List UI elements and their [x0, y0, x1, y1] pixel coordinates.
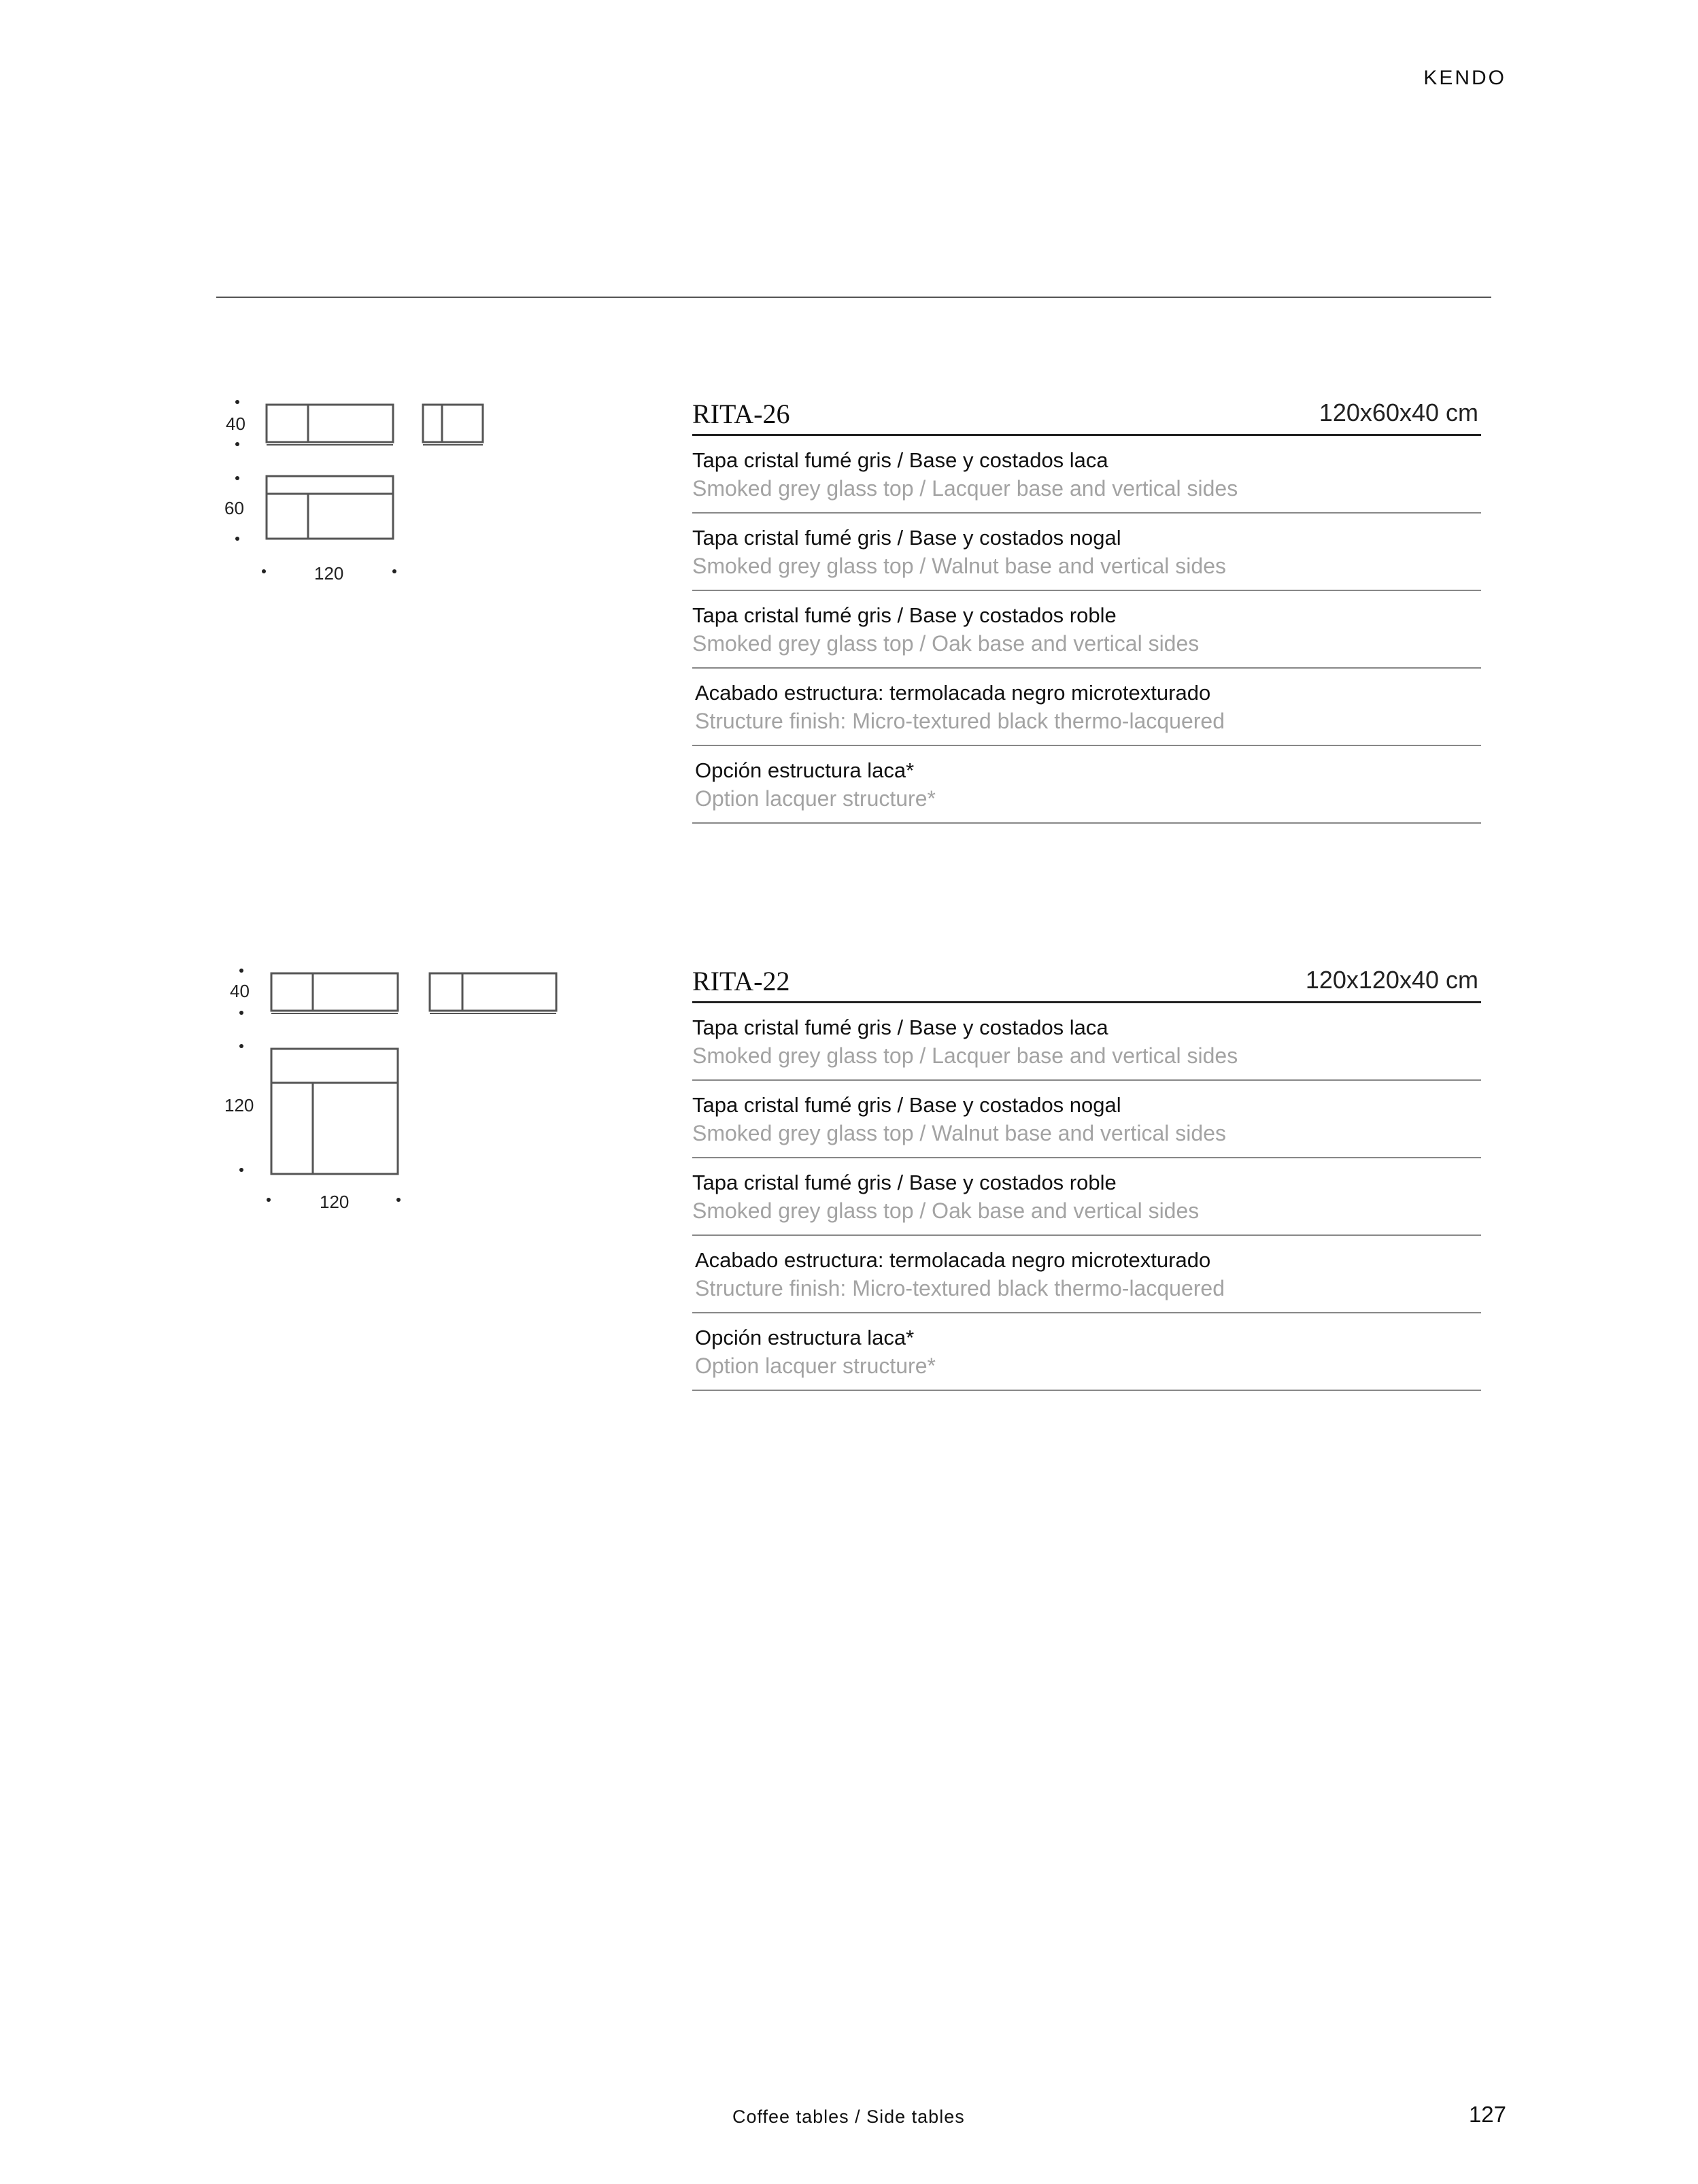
finish-en: Smoked grey glass top / Lacquer base and vertical sides [692, 1043, 1238, 1068]
finish-en: Smoked grey glass top / Walnut base and vertical sides [692, 554, 1226, 578]
technical-drawing [204, 960, 585, 1232]
option-es: Opción estructura laca* [695, 1326, 915, 1349]
finish-row [692, 1003, 1481, 1081]
option-row [692, 1313, 1481, 1391]
finish-es: Tapa cristal fumé gris / Base y costados nogal [692, 526, 1121, 550]
brand-name: KENDO [1423, 67, 1506, 89]
finish-es: Tapa cristal fumé gris / Base y costados roble [692, 603, 1117, 627]
structure-es: Acabado estructura: termolacada negro microtexturado [695, 681, 1211, 705]
finish-en: Smoked grey glass top / Oak base and vertical sides [692, 1198, 1200, 1223]
depth-label: 120 [224, 1095, 254, 1115]
option-es: Opción estructura laca* [695, 758, 915, 782]
top-divider [216, 297, 1491, 298]
footer-category: Coffee tables / Side tables [732, 2106, 965, 2127]
product-size: 120x120x40 cm [1305, 966, 1478, 994]
finish-es: Tapa cristal fumé gris / Base y costados roble [692, 1171, 1117, 1194]
spec-header [692, 966, 1481, 1003]
structure-en: Structure finish: Micro-textured black thermo-lacquered [695, 709, 1225, 733]
finish-row [692, 1081, 1481, 1158]
spec-table [692, 401, 1481, 824]
structure-es: Acabado estructura: termolacada negro microtexturado [695, 1248, 1211, 1272]
spec-table [692, 966, 1481, 1391]
finish-es: Tapa cristal fumé gris / Base y costados laca [692, 1015, 1108, 1039]
option-en: Option lacquer structure* [695, 1354, 936, 1378]
finish-row [692, 591, 1481, 669]
finish-en: Smoked grey glass top / Oak base and vertical sides [692, 631, 1200, 656]
option-row [692, 746, 1481, 824]
dimension-diagram [204, 394, 585, 599]
finish-en: Smoked grey glass top / Lacquer base and vertical sides [692, 476, 1238, 501]
finish-row [692, 436, 1481, 514]
depth-label: 60 [224, 498, 244, 518]
product-name: RITA-22 [692, 966, 790, 996]
structure-en: Structure finish: Micro-textured black thermo-lacquered [695, 1276, 1225, 1300]
structure-finish-row [692, 669, 1481, 746]
spec-header [692, 401, 1481, 436]
technical-drawing [204, 394, 585, 680]
option-en: Option lacquer structure* [695, 786, 936, 811]
finish-en: Smoked grey glass top / Walnut base and vertical sides [692, 1121, 1226, 1145]
width-label: 120 [320, 1192, 350, 1212]
dimension-diagram [204, 960, 585, 1219]
finish-es: Tapa cristal fumé gris / Base y costados nogal [692, 1093, 1121, 1117]
finish-es: Tapa cristal fumé gris / Base y costados laca [692, 448, 1108, 472]
product-size: 120x60x40 cm [1319, 399, 1478, 426]
product-name: RITA-26 [692, 399, 790, 429]
width-label: 120 [314, 563, 344, 584]
finish-row [692, 1158, 1481, 1236]
structure-finish-row [692, 1236, 1481, 1313]
page-number: 127 [1468, 2102, 1506, 2127]
finish-row [692, 514, 1481, 591]
height-label: 40 [226, 414, 245, 434]
height-label: 40 [230, 981, 250, 1001]
